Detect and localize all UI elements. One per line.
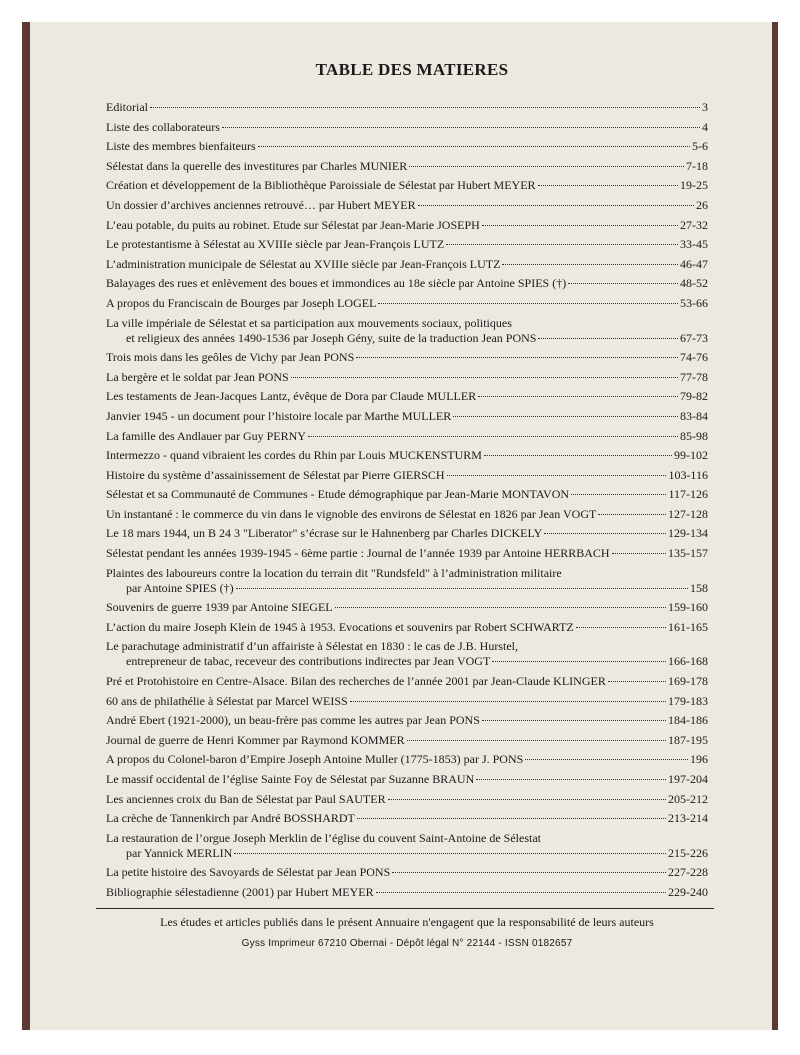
table-of-contents bbox=[106, 100, 708, 900]
toc-entry-line bbox=[106, 865, 708, 880]
toc-entry-pages: 184-186 bbox=[668, 713, 708, 728]
toc-entry-line bbox=[106, 846, 708, 861]
toc-entry-title: entrepreneur de tabac, receveur des contributions indirectes par Jean VOGT bbox=[126, 654, 491, 669]
toc-entry-title: Trois mois dans les geôles de Vichy par Jean PONS bbox=[106, 350, 355, 365]
toc-entry-title: Intermezzo - quand vibraient les cordes du Rhin par Louis MUCKENSTURM bbox=[106, 448, 482, 463]
toc-entry-title: André Ebert (1921-2000), un beau-frère pas comme les autres par Jean PONS bbox=[106, 713, 480, 728]
toc-entry-line bbox=[106, 487, 708, 502]
toc-entry bbox=[106, 865, 708, 880]
toc-entry bbox=[106, 198, 708, 213]
dot-leader bbox=[502, 264, 678, 265]
dot-leader bbox=[544, 533, 666, 534]
toc-entry-pages: 48-52 bbox=[680, 276, 708, 291]
toc-entry-title: Un dossier d’archives anciennes retrouvé… par Hubert MEYER bbox=[106, 197, 416, 212]
dot-leader bbox=[576, 627, 666, 628]
toc-entry bbox=[106, 468, 708, 483]
toc-entry-line bbox=[106, 276, 708, 291]
toc-entry bbox=[106, 316, 708, 346]
dot-leader bbox=[234, 853, 666, 854]
toc-entry-title: L’administration municipale de Sélestat au XVIIIe siècle par Jean-François LUTZ bbox=[106, 256, 501, 271]
toc-entry bbox=[106, 448, 708, 463]
dot-leader bbox=[236, 588, 688, 589]
toc-entry bbox=[106, 257, 708, 272]
toc-entry-pages: 19-25 bbox=[680, 178, 708, 193]
toc-entry bbox=[106, 487, 708, 502]
toc-entry-pages: 3 bbox=[702, 100, 708, 114]
toc-entry-line bbox=[106, 370, 708, 385]
toc-entry-line bbox=[106, 331, 708, 346]
toc-entry-pages: 46-47 bbox=[680, 256, 708, 271]
toc-entry-title: et religieux des années 1490-1536 par Joseph Gény, suite de la traduction Jean PONS bbox=[126, 330, 537, 345]
toc-entry-line bbox=[106, 350, 708, 365]
toc-entry bbox=[106, 694, 708, 709]
toc-entry-pages: 227-228 bbox=[668, 865, 708, 880]
toc-entry bbox=[106, 674, 708, 689]
dot-leader bbox=[258, 146, 690, 147]
toc-entry-line bbox=[106, 178, 708, 193]
toc-entry bbox=[106, 566, 708, 596]
dot-leader bbox=[335, 607, 666, 608]
toc-entry-line bbox=[106, 831, 708, 846]
toc-entry-line bbox=[106, 389, 708, 404]
toc-entry-title: Bibliographie sélestadienne (2001) par Hubert MEYER bbox=[106, 884, 374, 899]
dot-leader bbox=[525, 759, 688, 760]
toc-entry-pages: 7-18 bbox=[686, 158, 708, 173]
toc-entry-pages: 103-116 bbox=[668, 467, 708, 482]
dot-leader bbox=[308, 436, 678, 437]
dot-leader bbox=[447, 475, 667, 476]
toc-entry-title: L’action du maire Joseph Klein de 1945 à 1953. Evocations et souvenirs par Robert SCHWARTZ bbox=[106, 619, 574, 634]
toc-entry-line bbox=[106, 885, 708, 900]
toc-entry-pages: 83-84 bbox=[680, 408, 708, 423]
toc-entry-line bbox=[106, 100, 708, 115]
page-title: TABLE DES MATIERES bbox=[315, 60, 509, 79]
toc-entry bbox=[106, 713, 708, 728]
toc-entry-pages: 74-76 bbox=[680, 350, 708, 365]
toc-entry-line bbox=[106, 296, 708, 311]
toc-entry bbox=[106, 620, 708, 635]
toc-entry-title: Pré et Protohistoire en Centre-Alsace. Bilan des recherches de l’année 2001 par Jean-Claude KLINGER bbox=[106, 674, 606, 689]
dot-leader bbox=[482, 225, 678, 226]
toc-entry bbox=[106, 296, 708, 311]
toc-entry-line bbox=[106, 811, 708, 826]
document-page bbox=[30, 22, 772, 1030]
toc-entry-line bbox=[106, 654, 708, 669]
toc-entry-line bbox=[106, 316, 708, 331]
toc-entry-line bbox=[106, 581, 708, 596]
toc-entry-pages: 67-73 bbox=[680, 330, 708, 345]
toc-entry-line bbox=[106, 526, 708, 541]
toc-entry-title: Liste des collaborateurs bbox=[106, 119, 220, 134]
toc-entry-line bbox=[106, 600, 708, 615]
toc-entry bbox=[106, 350, 708, 365]
toc-entry-title: Editorial bbox=[106, 100, 148, 114]
toc-entry-line bbox=[106, 620, 708, 635]
toc-entry-pages: 129-134 bbox=[668, 526, 708, 541]
toc-entry-title: par Yannick MERLIN bbox=[126, 845, 233, 860]
toc-entry-pages: 26 bbox=[696, 197, 708, 212]
toc-entry-pages: 27-32 bbox=[680, 217, 708, 232]
dot-leader bbox=[150, 107, 700, 108]
dot-leader bbox=[376, 892, 666, 893]
toc-entry-pages: 169-178 bbox=[668, 674, 708, 689]
toc-entry bbox=[106, 885, 708, 900]
toc-entry-title: Sélestat dans la querelle des investitures par Charles MUNIER bbox=[106, 158, 408, 173]
toc-entry-title: A propos du Franciscain de Bourges par Joseph LOGEL bbox=[106, 295, 377, 310]
toc-entry-pages: 79-82 bbox=[680, 389, 708, 404]
dot-leader bbox=[492, 661, 666, 662]
toc-entry-line bbox=[106, 468, 708, 483]
toc-entry bbox=[106, 811, 708, 826]
toc-entry bbox=[106, 429, 708, 444]
toc-entry bbox=[106, 733, 708, 748]
toc-entry-pages: 213-214 bbox=[668, 811, 708, 826]
toc-entry-title: La petite histoire des Savoyards de Sélestat par Jean PONS bbox=[106, 865, 391, 880]
toc-entry bbox=[106, 792, 708, 807]
toc-entry bbox=[106, 389, 708, 404]
toc-entry-line bbox=[106, 139, 708, 154]
toc-entry-line bbox=[106, 733, 708, 748]
toc-entry bbox=[106, 772, 708, 787]
toc-entry bbox=[106, 526, 708, 541]
toc-entry-line bbox=[106, 772, 708, 787]
toc-entry bbox=[106, 370, 708, 385]
toc-entry-title: La crèche de Tannenkirch par André BOSSHARDT bbox=[106, 811, 355, 826]
toc-entry bbox=[106, 546, 708, 561]
dot-leader bbox=[484, 455, 672, 456]
toc-entry-pages: 215-226 bbox=[668, 845, 708, 860]
toc-entry-title: Un instantané : le commerce du vin dans le vignoble des environs de Sélestat en 1826 par Jean VOGT bbox=[106, 506, 597, 521]
toc-entry-line bbox=[106, 448, 708, 463]
toc-entry-pages: 197-204 bbox=[668, 772, 708, 786]
toc-entry-pages: 33-45 bbox=[680, 237, 708, 252]
toc-entry-title: Liste des membres bienfaiteurs bbox=[106, 139, 256, 154]
disclaimer-text: Les études et articles publiés dans le présent Annuaire n'engagent que la responsabilité de leurs auteurs bbox=[160, 914, 654, 929]
toc-entry bbox=[106, 178, 708, 193]
toc-entry bbox=[106, 639, 708, 669]
toc-entry-line bbox=[106, 694, 708, 709]
toc-entry-line bbox=[106, 566, 708, 581]
toc-entry-pages: 127-128 bbox=[668, 506, 708, 521]
toc-entry-title: Les testaments de Jean-Jacques Lantz, évêque de Dora par Claude MULLER bbox=[106, 389, 477, 404]
dot-leader bbox=[407, 740, 666, 741]
imprint-text: Gyss Imprimeur 67210 Obernai - Dépôt légal N° 22144 - ISSN 0182657 bbox=[241, 937, 573, 949]
toc-entry-title: Le parachutage administratif d’un affairiste à Sélestat en 1830 : le cas de J.B. Hurstel, bbox=[106, 639, 518, 654]
toc-entry-pages: 161-165 bbox=[668, 619, 708, 634]
toc-entry-title: La bergère et le soldat par Jean PONS bbox=[106, 369, 289, 384]
toc-entry-pages: 158 bbox=[690, 580, 708, 595]
toc-entry-title: Le massif occidental de l’église Sainte Foy de Sélestat par Suzanne BRAUN bbox=[106, 772, 475, 786]
toc-entry-line bbox=[106, 159, 708, 174]
toc-entry-line bbox=[106, 713, 708, 728]
toc-entry-pages: 4 bbox=[702, 119, 708, 134]
dot-leader bbox=[482, 720, 666, 721]
dot-leader bbox=[453, 416, 678, 417]
toc-entry-title: Création et développement de la Bibliothèque Paroissiale de Sélestat par Hubert MEYER bbox=[106, 178, 536, 193]
toc-entry-title: L’eau potable, du puits au robinet. Etude sur Sélestat par Jean-Marie JOSEPH bbox=[106, 217, 480, 232]
toc-entry-pages: 179-183 bbox=[668, 693, 708, 708]
toc-entry-line bbox=[106, 257, 708, 272]
toc-entry-line bbox=[106, 674, 708, 689]
toc-entry bbox=[106, 159, 708, 174]
dot-leader bbox=[392, 872, 666, 873]
dot-leader bbox=[409, 166, 684, 167]
toc-entry-line bbox=[106, 429, 708, 444]
dot-leader bbox=[388, 799, 666, 800]
toc-entry-title: La ville impériale de Sélestat et sa participation aux mouvements sociaux, politiques bbox=[106, 315, 512, 330]
toc-entry-title: Souvenirs de guerre 1939 par Antoine SIEGEL bbox=[106, 600, 333, 615]
toc-entry-pages: 5-6 bbox=[692, 139, 708, 154]
toc-entry-pages: 159-160 bbox=[668, 600, 708, 615]
toc-entry-title: Le 18 mars 1944, un B 24 3 "Liberator" s’écrase sur le Hahnenberg par Charles DICKELY bbox=[106, 526, 543, 541]
toc-entry bbox=[106, 752, 708, 767]
dot-leader bbox=[446, 244, 678, 245]
toc-entry bbox=[106, 139, 708, 154]
toc-entry-line bbox=[106, 546, 708, 561]
toc-entry-title: A propos du Colonel-baron d’Empire Joseph Antoine Muller (1775-1853) par J. PONS bbox=[106, 752, 524, 767]
dot-leader bbox=[538, 185, 678, 186]
toc-entry bbox=[106, 237, 708, 252]
toc-entry-pages: 205-212 bbox=[668, 791, 708, 806]
toc-entry-title: Sélestat pendant les années 1939-1945 - 6ème partie : Journal de l’année 1939 par Antoine HERRBACH bbox=[106, 546, 610, 561]
toc-entry-pages: 135-157 bbox=[668, 546, 708, 561]
toc-entry bbox=[106, 409, 708, 424]
toc-entry-title: La famille des Andlauer par Guy PERNY bbox=[106, 428, 306, 443]
dot-leader bbox=[598, 514, 666, 515]
dot-leader bbox=[350, 701, 666, 702]
toc-entry-title: Le protestantisme à Sélestat au XVIIIe siècle par Jean-François LUTZ bbox=[106, 237, 445, 252]
toc-entry-title: Balayages des rues et enlèvement des boues et immondices au 18e siècle par Antoine SPIES (†) bbox=[106, 276, 567, 291]
toc-entry-line bbox=[106, 237, 708, 252]
dot-leader bbox=[612, 553, 666, 554]
dot-leader bbox=[357, 818, 666, 819]
dot-leader bbox=[378, 303, 678, 304]
toc-entry-title: Histoire du système d’assainissement de Sélestat par Pierre GIERSCH bbox=[106, 467, 445, 482]
toc-entry-title: 60 ans de philathélie à Sélestat par Marcel WEISS bbox=[106, 693, 348, 708]
toc-entry-title: Journal de guerre de Henri Kommer par Raymond KOMMER bbox=[106, 732, 405, 747]
dot-leader bbox=[356, 357, 678, 358]
dot-leader bbox=[608, 681, 666, 682]
toc-entry bbox=[106, 100, 708, 115]
toc-entry-pages: 85-98 bbox=[680, 428, 708, 443]
toc-entry-pages: 166-168 bbox=[668, 654, 708, 669]
dot-leader bbox=[538, 338, 678, 339]
toc-entry-line bbox=[106, 218, 708, 233]
dot-leader bbox=[418, 205, 694, 206]
toc-entry bbox=[106, 218, 708, 233]
toc-entry-pages: 99-102 bbox=[674, 448, 708, 463]
toc-entry-line bbox=[106, 198, 708, 213]
toc-entry-title: par Antoine SPIES (†) bbox=[126, 580, 234, 595]
dot-leader bbox=[476, 779, 666, 780]
toc-entry-title: Les anciennes croix du Ban de Sélestat par Paul SAUTER bbox=[106, 791, 386, 806]
dot-leader bbox=[568, 283, 678, 284]
divider bbox=[96, 908, 714, 909]
toc-entry bbox=[106, 507, 708, 522]
toc-entry bbox=[106, 600, 708, 615]
toc-entry-title: Janvier 1945 - un document pour l’histoire locale par Marthe MULLER bbox=[106, 408, 452, 423]
dot-leader bbox=[571, 494, 666, 495]
dot-leader bbox=[222, 127, 700, 128]
toc-entry bbox=[106, 120, 708, 135]
toc-entry-line bbox=[106, 409, 708, 424]
dot-leader bbox=[291, 377, 678, 378]
toc-entry-title: Plaintes des laboureurs contre la location du terrain dit "Rundsfeld" à l’administration militaire bbox=[106, 565, 562, 580]
toc-entry-line bbox=[106, 792, 708, 807]
toc-entry-pages: 229-240 bbox=[668, 884, 708, 899]
toc-entry-pages: 196 bbox=[690, 752, 708, 767]
toc-entry-line bbox=[106, 752, 708, 767]
toc-entry-title: Sélestat et sa Communauté de Communes - Etude démographique par Jean-Marie MONTAVON bbox=[106, 487, 570, 502]
toc-entry-pages: 77-78 bbox=[680, 369, 708, 384]
dot-leader bbox=[478, 396, 678, 397]
toc-entry-pages: 53-66 bbox=[680, 295, 708, 310]
toc-entry-line bbox=[106, 639, 708, 654]
toc-entry bbox=[106, 276, 708, 291]
toc-entry-title: La restauration de l’orgue Joseph Merklin de l’église du couvent Saint-Antoine de Sélestat bbox=[106, 830, 541, 845]
toc-entry-line bbox=[106, 120, 708, 135]
toc-entry-pages: 187-195 bbox=[668, 732, 708, 747]
toc-entry-line bbox=[106, 507, 708, 522]
toc-entry bbox=[106, 831, 708, 861]
toc-entry-pages: 117-126 bbox=[668, 487, 708, 502]
